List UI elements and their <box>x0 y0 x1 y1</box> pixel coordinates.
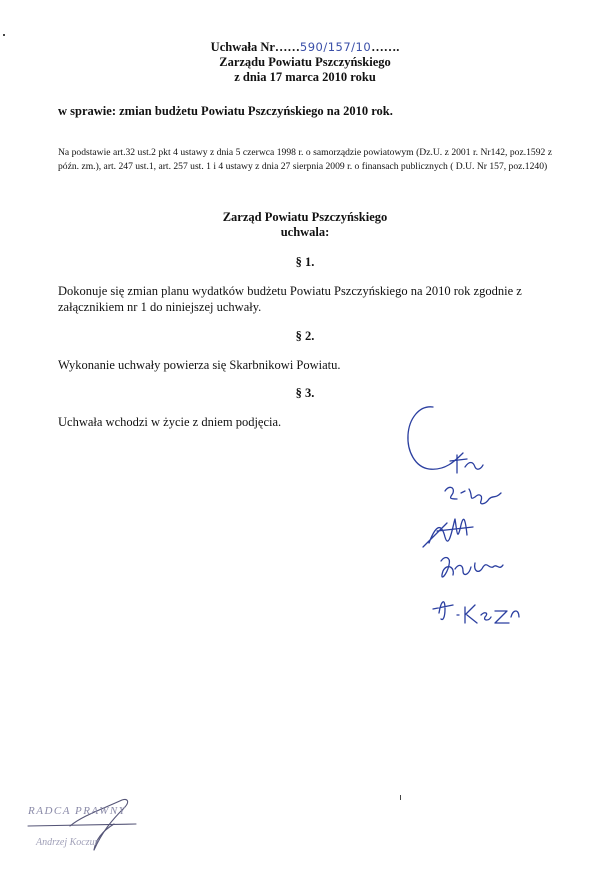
section-2-text: Wykonanie uchwały powierza się Skarbnikowi Powiatu. <box>58 358 341 372</box>
resolution-header <box>0 40 610 85</box>
handwritten-resolution-number: 590/157/10 <box>299 40 372 54</box>
board-resolves: uchwala: <box>280 225 330 239</box>
signature-3 <box>423 519 473 547</box>
section-3-text: Uchwała wchodzi w życie z dniem podjęcia. <box>58 415 282 429</box>
board-name: Zarząd Powiatu Pszczyńskiego <box>222 210 388 224</box>
section-1-mark: § 1. <box>295 255 315 269</box>
legal-counsel-stamp <box>0 790 150 869</box>
board-heading <box>0 210 610 240</box>
scan-speck <box>400 795 401 800</box>
signature-5 <box>433 602 519 623</box>
scan-speck <box>3 34 5 36</box>
resolution-date: z dnia 17 marca 2010 roku <box>234 70 376 84</box>
issuing-body: Zarządu Powiatu Pszczyńskiego <box>219 55 391 69</box>
stamp-title: RADCA PRAWNY <box>28 805 127 817</box>
signature-2 <box>445 487 501 503</box>
signature-4 <box>441 558 503 578</box>
legal-basis: Na podstawie art.32 ust.2 pkt 4 ustawy z dnia 5 czerwca 1998 r. o samorządzie powiatowym (Dz.U. z 2001 r. Nr142, poz.1592 z późn. zm.), art. 247 ust.1, art. 257 ust. 1 i 4 ustawy z dnia 27 sierpnia 2009 r. o finansach publicznych ( D.U. Nr 157, poz.1240) <box>58 147 552 172</box>
stamp-signature-icon <box>0 790 150 869</box>
signature-1-tail <box>450 455 483 473</box>
section-3-mark: § 3. <box>295 386 315 400</box>
resolution-title: Uchwała Nr……590/157/10……. <box>210 40 400 54</box>
section-1-text: Dokonuje się zmian planu wydatków budżetu Powiatu Pszczyńskiego na 2010 rok zgodnie z załącznikiem nr 1 do niniejszej uchwały. <box>58 284 522 314</box>
section-2-mark: § 2. <box>295 329 315 343</box>
resolution-subject: w sprawie: zmian budżetu Powiatu Pszczyńskiego na 2010 rok. <box>58 104 393 118</box>
stamp-name: Andrzej Koczur <box>36 837 99 848</box>
handwritten-signatures <box>395 395 565 635</box>
